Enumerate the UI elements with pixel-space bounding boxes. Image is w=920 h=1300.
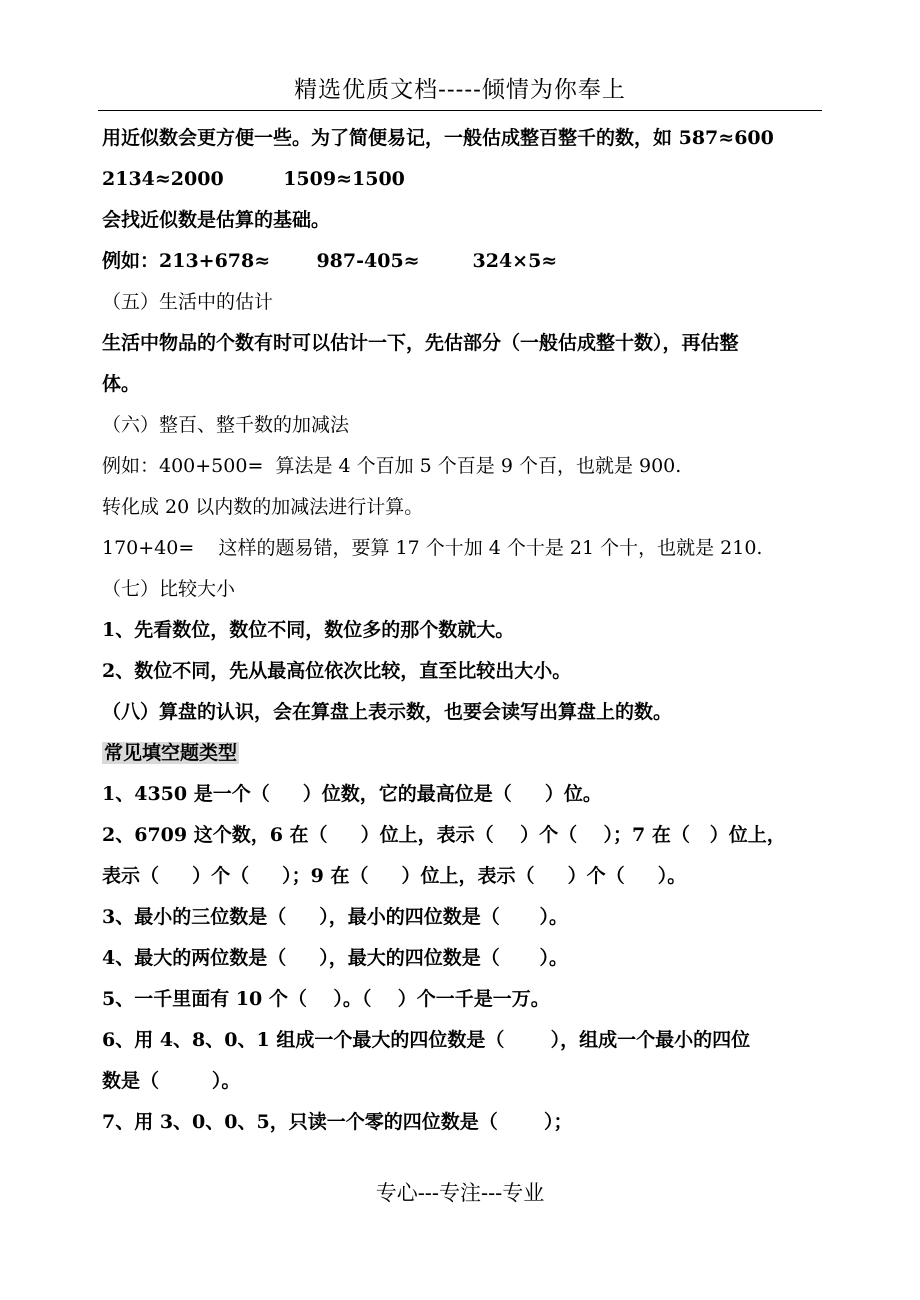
text-line: 2、数位不同，先从最高位依次比较，直至比较出大小。 bbox=[102, 660, 572, 682]
exercise-line: 4、最大的两位数是（ ），最大的四位数是（ ）。 bbox=[102, 947, 568, 969]
exercise-line: 表示（ ）个（ ）；9 在（ ）位上，表示（ ）个（ ）。 bbox=[102, 865, 687, 887]
text-line: 会找近似数是估算的基础。 bbox=[102, 209, 331, 231]
text-line: 2134≈2000 1509≈1500 bbox=[102, 168, 405, 190]
text-line: 生活中物品的个数有时可以估计一下，先估部分（一般估成整十数），再估整 bbox=[102, 332, 739, 354]
document-body bbox=[102, 118, 832, 1143]
page-header: 精选优质文档-----倾情为你奉上 bbox=[294, 77, 626, 103]
header-rule bbox=[98, 110, 822, 111]
text-line: 例如：213+678≈ 987-405≈ 324×5≈ bbox=[102, 250, 558, 272]
exercise-line: 5、一千里面有 10 个（ ）。（ ）个一千是一万。 bbox=[102, 988, 550, 1010]
exercise-line: 数是（ ）。 bbox=[102, 1070, 241, 1092]
text-line: 用近似数会更方便一些。为了简便易记，一般估成整百整千的数，如 587≈600 bbox=[102, 127, 774, 149]
exercise-line: 3、最小的三位数是（ ），最小的四位数是（ ）。 bbox=[102, 906, 568, 928]
text-line: 170+40= 这样的题易错，要算 17 个十加 4 个十是 21 个十，也就是 210. bbox=[102, 537, 763, 559]
section-heading: （五）生活中的估计 bbox=[102, 291, 274, 313]
section-heading: （八）算盘的认识，会在算盘上表示数，也要会读写出算盘上的数。 bbox=[102, 701, 673, 723]
exercise-line: 6、用 4、8、0、1 组成一个最大的四位数是（ ），组成一个最小的四位 bbox=[102, 1029, 751, 1051]
exercise-line: 7、用 3、0、0、5，只读一个零的四位数是（ ）； bbox=[102, 1111, 573, 1133]
highlighted-heading: 常见填空题类型 bbox=[104, 742, 238, 764]
text-line: 1、先看数位，数位不同，数位多的那个数就大。 bbox=[102, 619, 515, 641]
exercise-line: 1、4350 是一个（ ）位数，它的最高位是（ ）位。 bbox=[102, 783, 602, 805]
exercise-line: 2、6709 这个数，6 在（ ）位上，表示（ ）个（ ）；7 在（ ）位上， bbox=[102, 824, 786, 846]
text-line: 转化成 20 以内数的加减法进行计算。 bbox=[102, 496, 424, 518]
page-footer: 专心---专注---专业 bbox=[375, 1181, 545, 1205]
highlight-heading-line bbox=[102, 733, 832, 774]
section-heading: （六）整百、整千数的加减法 bbox=[102, 414, 350, 436]
section-heading: （七）比较大小 bbox=[102, 578, 236, 600]
text-line: 体。 bbox=[102, 373, 141, 395]
text-line: 例如：400+500= 算法是 4 个百加 5 个百是 9 个百，也就是 900. bbox=[102, 455, 682, 477]
